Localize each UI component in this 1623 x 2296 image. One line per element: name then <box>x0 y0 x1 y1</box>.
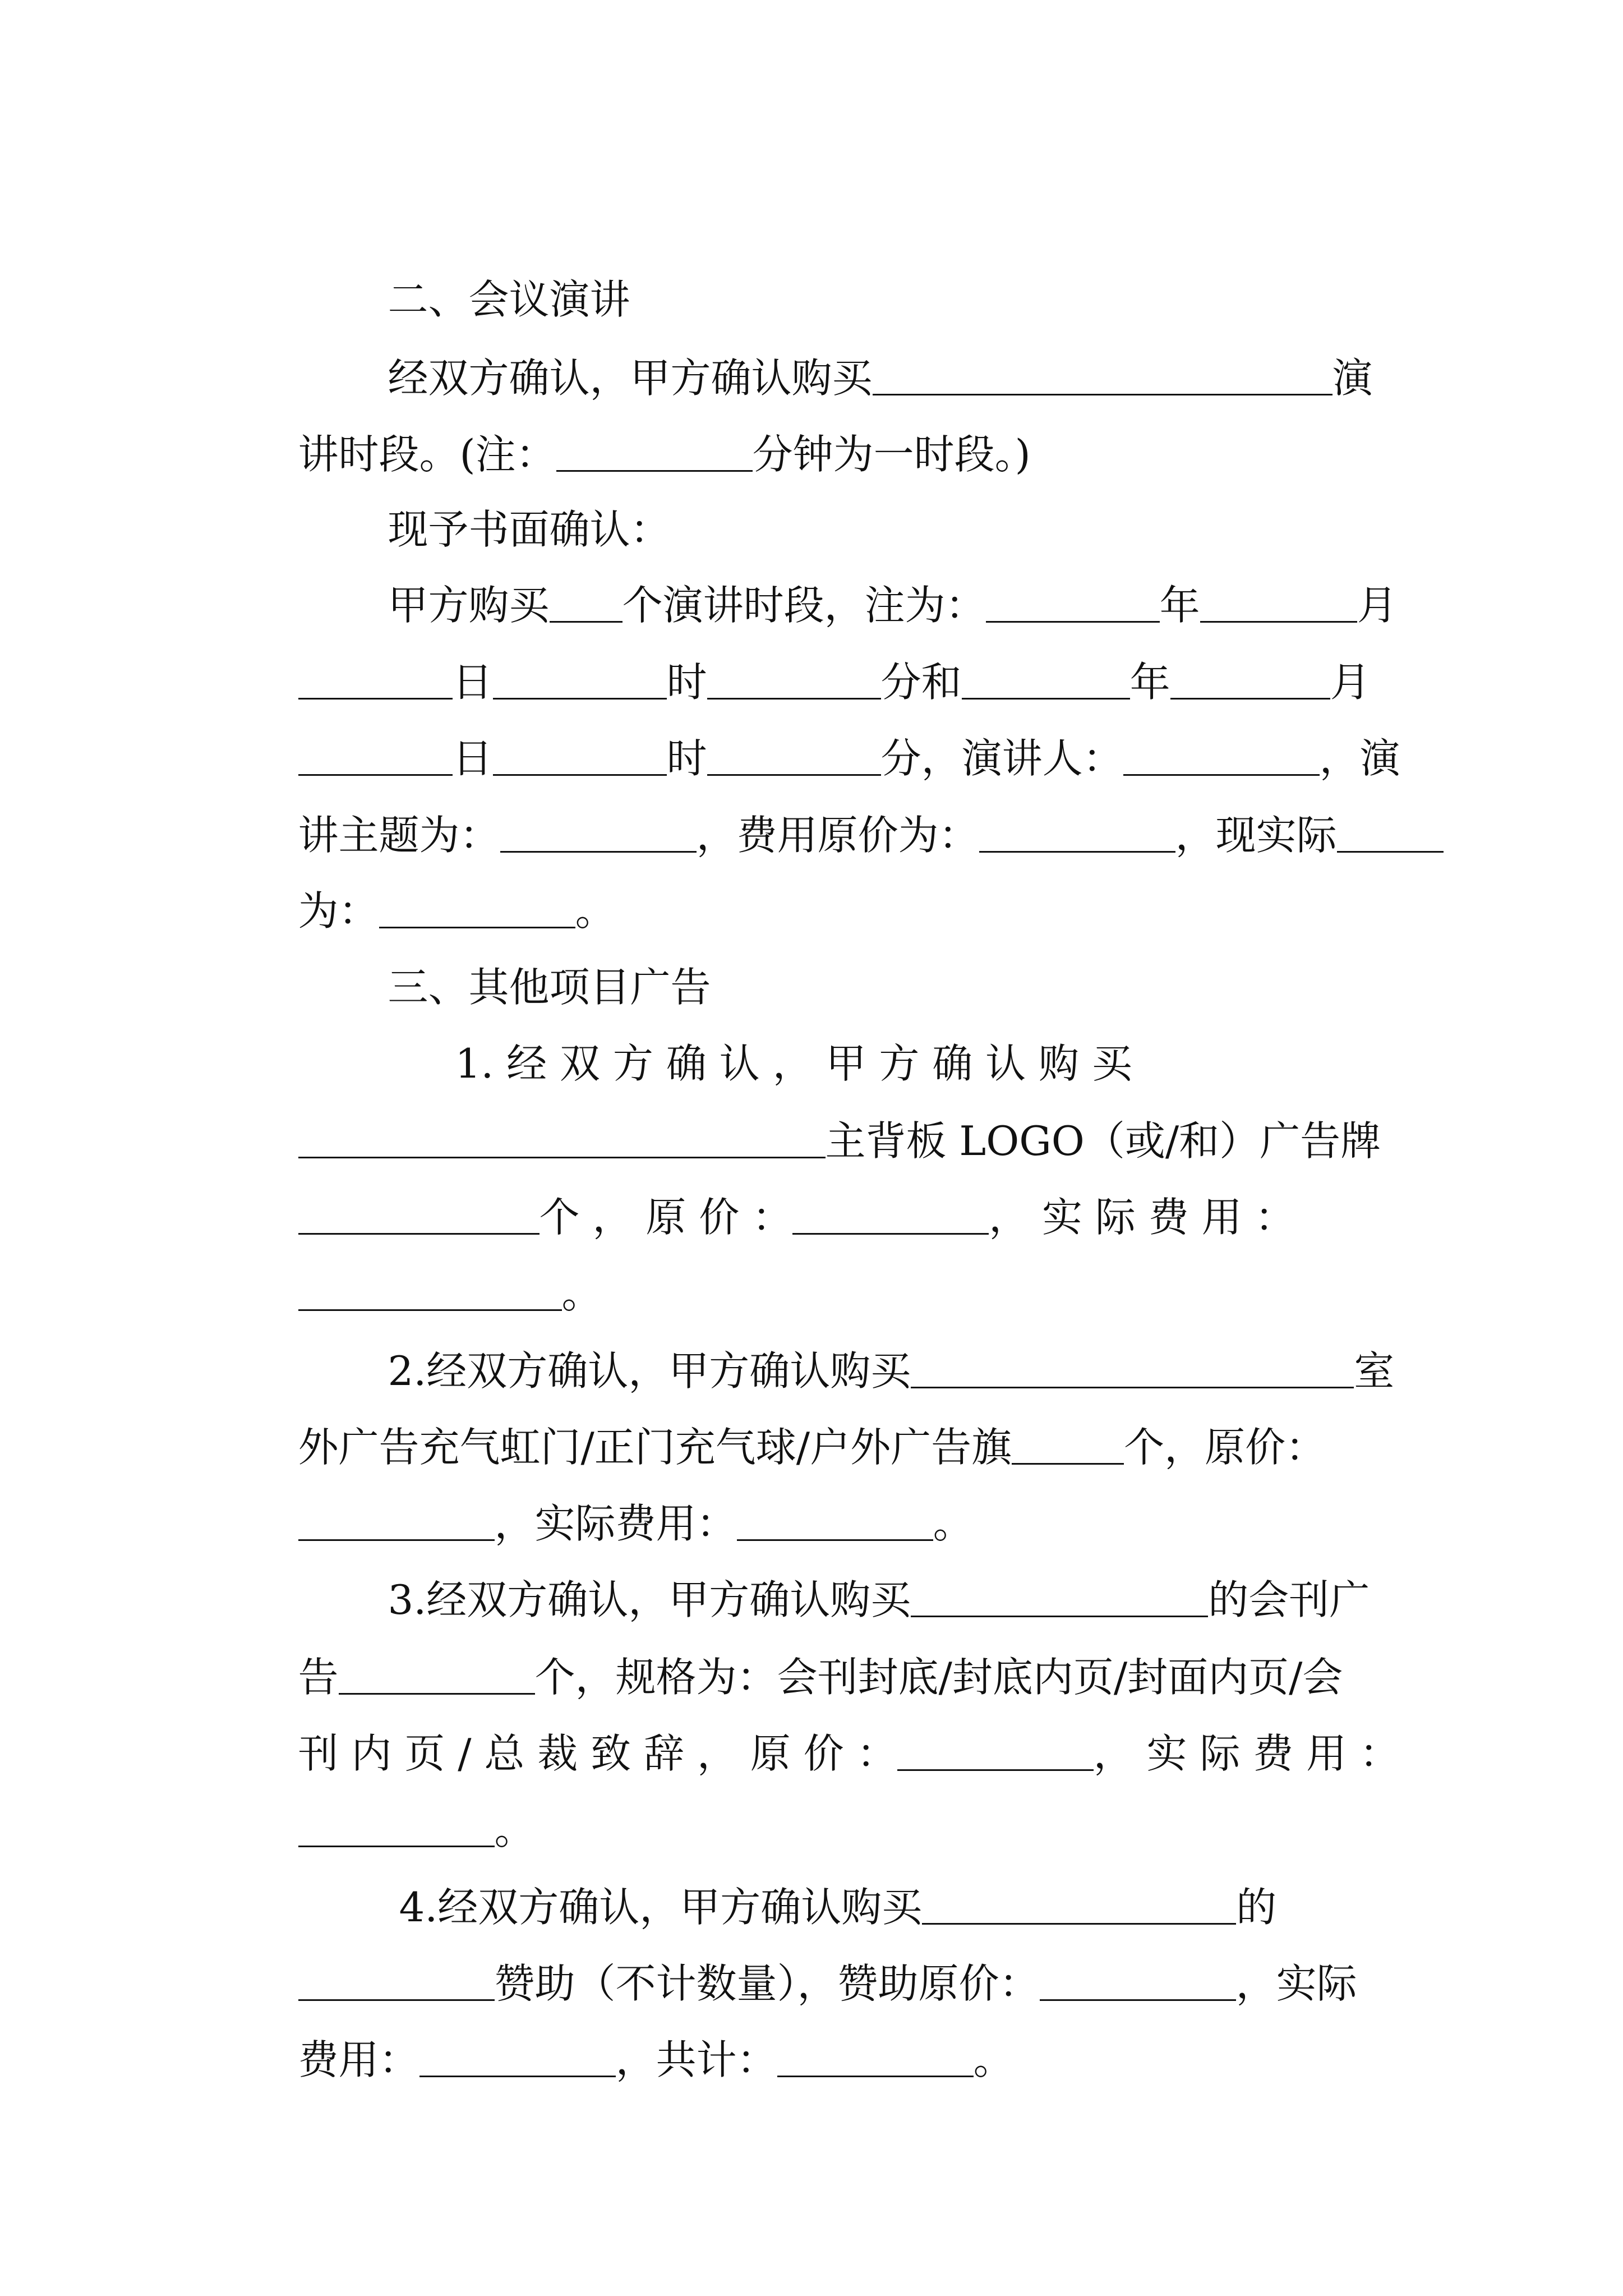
paragraph-line <box>247 1979 1014 2083</box>
text: 刊 内 页 / 总 裁 致 辞 ， 原 价 ： <box>298 1730 897 1777</box>
text: ，演 <box>1319 735 1400 782</box>
paragraph-line <box>336 297 1373 402</box>
text: 2.经双方确认，甲方确认购买 <box>388 1347 911 1395</box>
paragraph-line <box>336 524 1398 629</box>
text: 主背板 LOGO（或/和）广告牌 <box>825 1117 1381 1165</box>
paragraph-line <box>247 1903 1357 2007</box>
paragraph-line <box>247 601 1371 706</box>
paragraph-line <box>247 1137 1295 1241</box>
text: 费用： <box>298 2036 419 2083</box>
blank-field[interactable] <box>792 1196 989 1235</box>
paragraph-line <box>404 983 1132 1087</box>
blank-field[interactable] <box>1040 1962 1236 2001</box>
text: 经双方确认，甲方确认购买 <box>388 355 873 402</box>
text: 年 <box>1159 582 1200 629</box>
text: 甲方购买 <box>388 582 550 629</box>
text: 。 <box>494 1806 535 1853</box>
text: 赞助（不计数量），赞助原价： <box>494 1960 1040 2007</box>
text: 室 <box>1354 1347 1395 1395</box>
text: 。 <box>973 2036 1014 2083</box>
text: 日 <box>452 735 493 782</box>
paragraph-line <box>336 449 671 553</box>
paragraph-line <box>247 1443 974 1547</box>
text: 1. 经 双 方 确 认 ， 甲 方 确 认 购 买 <box>455 1040 1132 1087</box>
text: 时 <box>666 659 707 706</box>
text: 的 <box>1236 1884 1277 1931</box>
blank-field[interactable] <box>979 814 1175 853</box>
paragraph-line <box>247 830 616 935</box>
paragraph-line <box>247 1366 1326 1471</box>
text: 分，演讲人： <box>880 735 1123 782</box>
text: 个，原价： <box>1124 1424 1326 1471</box>
paragraph-line <box>247 678 1400 782</box>
text: 月 <box>1330 659 1371 706</box>
blank-field[interactable] <box>1337 814 1444 853</box>
paragraph-line <box>247 1596 1343 1701</box>
paragraph-line <box>247 754 1444 859</box>
paragraph-line <box>247 1060 1381 1165</box>
text: ，费用原价为： <box>696 812 979 859</box>
text: 年 <box>1129 659 1170 706</box>
paragraph-line <box>348 1826 1277 1931</box>
text: 告 <box>298 1654 339 1701</box>
paragraph-line <box>247 1673 1400 1777</box>
section-heading-meeting-speech <box>336 219 630 323</box>
text: 4.经双方确认，甲方确认购买 <box>399 1884 923 1931</box>
text: 演 <box>1332 355 1373 402</box>
text: 。 <box>575 887 616 935</box>
text: 讲时段。(注： <box>298 431 556 478</box>
text: 个演讲时段，注为： <box>622 582 986 629</box>
section-heading-other-ads <box>336 907 711 1011</box>
text: 个，规格为：会刊封底/封底内页/封面内页/会 <box>534 1654 1343 1701</box>
text: 。 <box>933 1500 974 1547</box>
blank-field[interactable] <box>897 1732 1094 1771</box>
text: 月 <box>1357 582 1398 629</box>
text: 时 <box>666 735 707 782</box>
text: 分钟为一时段。) <box>752 431 1031 478</box>
text: ，实际费用： <box>494 1500 737 1547</box>
text: ，共计： <box>615 2036 777 2083</box>
text: 讲主题为： <box>298 812 500 859</box>
paragraph-line <box>247 374 1031 478</box>
heading-text: 二、会议演讲 <box>388 276 630 323</box>
heading-text: 三、其他项目广告 <box>388 964 711 1011</box>
text: ，实际 <box>1235 1960 1357 2007</box>
text: 分和 <box>880 659 962 706</box>
blank-field[interactable] <box>419 2039 616 2077</box>
text: 。 <box>561 1270 602 1317</box>
paragraph-line <box>336 1290 1395 1395</box>
blank-field[interactable] <box>777 2039 974 2077</box>
paragraph-line <box>336 1519 1370 1623</box>
text: 现予书面确认： <box>388 506 671 553</box>
text: 为： <box>298 887 379 935</box>
text: ， 实 际 费 用 ： <box>1093 1730 1400 1777</box>
text: ， 实 际 费 用 ： <box>989 1194 1295 1241</box>
text: 的会刊广 <box>1208 1576 1370 1623</box>
paragraph-line <box>247 1749 535 1853</box>
paragraph-line <box>247 1213 602 1317</box>
text: 外广告充气虹门/正门充气球/户外广告旗 <box>298 1424 1012 1471</box>
text: 个 ， 原 价 ： <box>539 1194 793 1241</box>
text: 3.经双方确认，甲方确认购买 <box>388 1576 911 1623</box>
blank-field[interactable] <box>1012 1426 1124 1465</box>
text: 日 <box>452 659 493 706</box>
text: ，现实际 <box>1175 812 1337 859</box>
